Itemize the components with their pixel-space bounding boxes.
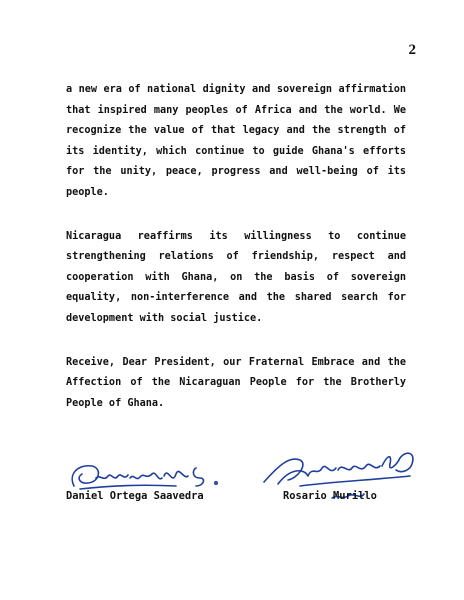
paragraph-2: Nicaragua reaffirms its willingness to continue strengthening relations of friendship, respect and cooperation with Ghana, on the basis of sovereign equality, non-interference and the shared search for development with social justice. — [66, 230, 406, 324]
signatory-name-murillo: Rosario Murillo — [283, 490, 377, 502]
paragraph-1: a new era of national dignity and sovereign affirmation that inspired many peoples of Africa and the world. We recognize the value of that legacy and the strength of its identity, which continue to guide Ghana's efforts for the unity, peace, progress and well-being of its people. — [66, 84, 406, 198]
signature-block — [0, 446, 464, 516]
page-number: 2 — [408, 42, 416, 58]
letter-body — [66, 80, 406, 437]
paragraph-3: Receive, Dear President, our Fraternal Embrace and the Affection of the Nicaraguan People for the Brotherly People of Ghana. — [66, 356, 406, 409]
signatory-name-ortega: Daniel Ortega Saavedra — [66, 490, 204, 502]
